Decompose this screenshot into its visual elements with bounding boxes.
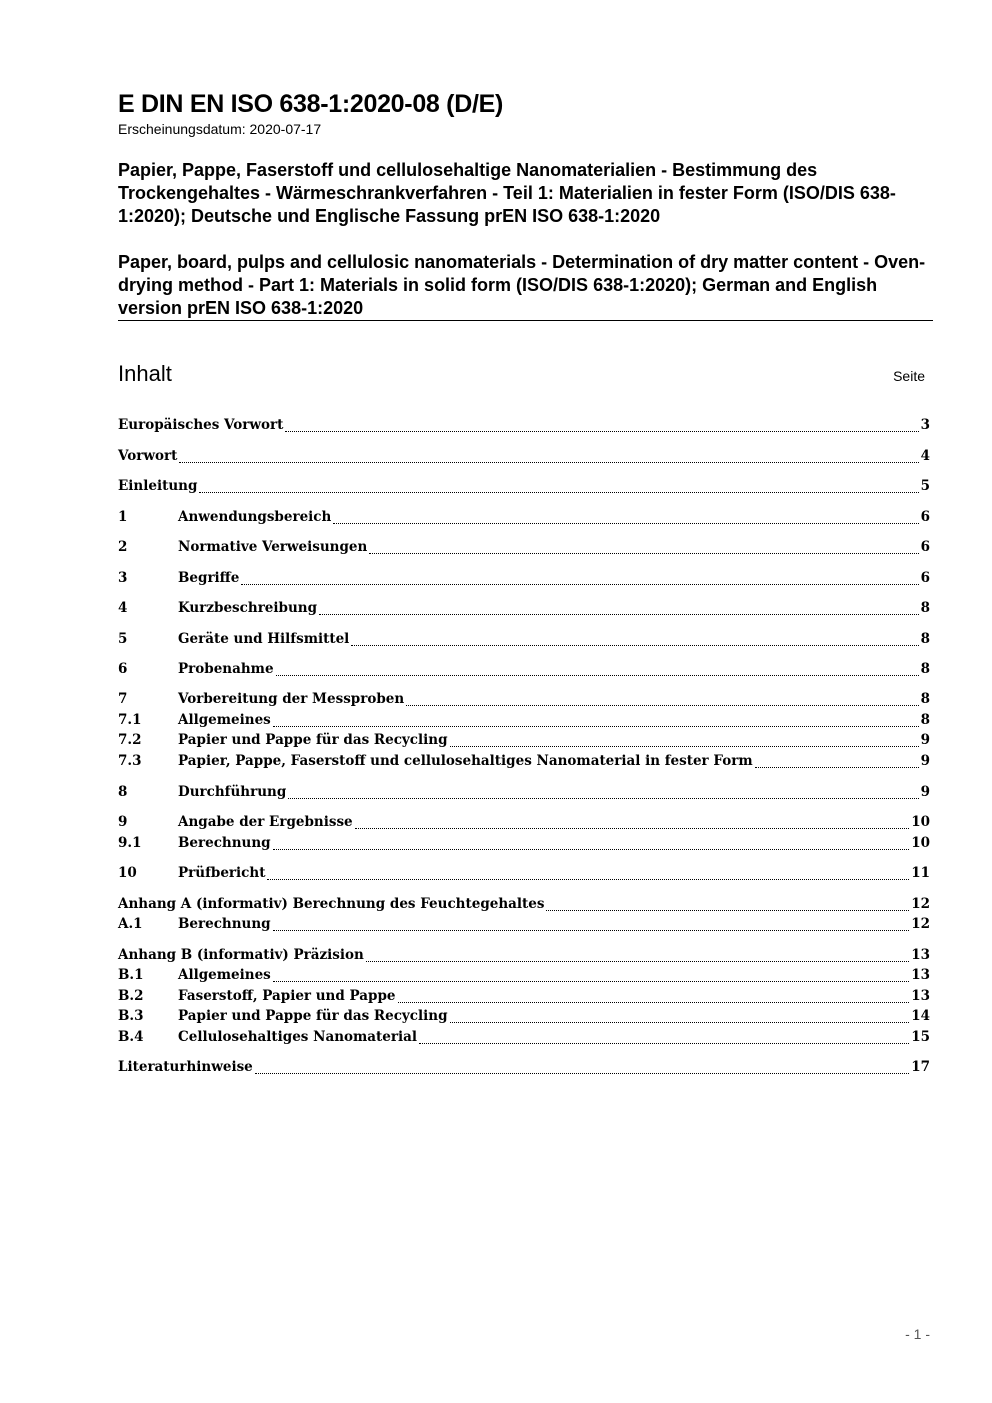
toc-leader-dots (179, 462, 918, 463)
toc-entry[interactable] (118, 865, 930, 885)
toc-entry-title: Anhang A (informativ) Berechnung des Feuchtegehaltes (118, 896, 545, 912)
toc-entry-title: Normative Verweisungen (178, 539, 368, 555)
toc-entry[interactable] (118, 691, 930, 711)
toc-entry-title: Allgemeines (178, 712, 271, 728)
toc-leader-dots (450, 1022, 910, 1023)
toc-entry[interactable] (118, 967, 930, 987)
toc-entry-title: Papier, Pappe, Faserstoff und cellulosehaltiges Nanomaterial in fester Form (178, 753, 753, 769)
toc-entry-number: B.2 (118, 988, 144, 1004)
toc-entry-title: Literaturhinweise (118, 1059, 253, 1075)
toc-leader-dots (273, 726, 919, 727)
toc-entry-number: 7.3 (118, 753, 142, 769)
document-id: E DIN EN ISO 638-1:2020-08 (D/E) (118, 90, 503, 118)
toc-entry-title: Vorbereitung der Messproben (178, 691, 405, 707)
toc-heading: Inhalt (118, 361, 172, 386)
title-german: Papier, Pappe, Faserstoff und cellulosehaltige Nanomaterialien - Bestimmung des Trockengehaltes - Wärmeschrankverfahren - Teil 1: Materialien in fester Form (ISO/DIS 638-1:2020); Deutsche und Englische Fassung prEN ISO 638-1:2020 (118, 160, 896, 226)
toc-entry[interactable] (118, 753, 930, 773)
toc-entry-title: Kurzbeschreibung (178, 600, 318, 616)
toc-entry-page: 8 (920, 600, 930, 616)
toc-entry[interactable] (118, 1029, 930, 1049)
toc-leader-dots (366, 961, 909, 962)
title-divider (118, 320, 933, 321)
toc-leader-dots (546, 910, 909, 911)
toc-entry[interactable] (118, 916, 930, 936)
toc-entry-title: Allgemeines (178, 967, 271, 983)
toc-entry-page: 15 (911, 1029, 930, 1045)
toc-entry[interactable] (118, 732, 930, 752)
toc-entry-number: 4 (118, 600, 128, 616)
toc-entry[interactable] (118, 478, 930, 498)
toc-leader-dots (267, 879, 909, 880)
toc-leader-dots (351, 645, 918, 646)
toc-entry-title: Berechnung (178, 916, 271, 932)
toc-entry[interactable] (118, 835, 930, 855)
toc-entry-page: 4 (920, 448, 930, 464)
toc-leader-dots (273, 981, 909, 982)
toc-entry-page: 13 (911, 947, 930, 963)
toc-entry-page: 6 (920, 509, 930, 525)
toc-entry-title: Berechnung (178, 835, 271, 851)
toc-entry-title: Probenahme (178, 661, 274, 677)
toc-leader-dots (333, 523, 918, 524)
toc-entry-title: Geräte und Hilfsmittel (178, 631, 350, 647)
toc-entry-title: Vorwort (118, 448, 178, 464)
toc-leader-dots (355, 828, 910, 829)
toc-entry-number: B.1 (118, 967, 144, 983)
toc-entry[interactable] (118, 600, 930, 620)
toc-leader-dots (369, 553, 918, 554)
toc-entry-number: 10 (118, 865, 137, 881)
toc-entry-page: 12 (911, 896, 930, 912)
toc-entry-page: 6 (920, 570, 930, 586)
toc-entry-title: Anhang B (informativ) Präzision (118, 947, 364, 963)
toc-page-label: Seite (893, 368, 925, 384)
toc-entry-page: 9 (920, 784, 930, 800)
toc-leader-dots (273, 930, 910, 931)
toc-entry-title: Cellulosehaltiges Nanomaterial (178, 1029, 417, 1045)
toc-entry[interactable] (118, 509, 930, 529)
toc-entry-number: 8 (118, 784, 128, 800)
toc-leader-dots (285, 431, 918, 432)
toc-entry-page: 14 (911, 1008, 930, 1024)
page-number: - 1 - (905, 1326, 930, 1342)
toc-entry[interactable] (118, 896, 930, 916)
toc-entry-title: Begriffe (178, 570, 240, 586)
toc-entry-page: 10 (911, 814, 930, 830)
toc-entry-page: 8 (920, 691, 930, 707)
toc-leader-dots (241, 584, 918, 585)
toc-leader-dots (276, 675, 919, 676)
toc-entry-number: 7.1 (118, 712, 142, 728)
toc-leader-dots (199, 492, 918, 493)
publication-date: Erscheinungsdatum: 2020-07-17 (118, 121, 322, 137)
toc-leader-dots (288, 798, 918, 799)
toc-entry-title: Durchführung (178, 784, 287, 800)
toc-entry-title: Faserstoff, Papier und Pappe (178, 988, 396, 1004)
toc-entry-page: 17 (911, 1059, 930, 1075)
toc-entry-number: B.4 (118, 1029, 144, 1045)
toc-leader-dots (755, 767, 919, 768)
toc-entry[interactable] (118, 712, 930, 732)
toc-leader-dots (419, 1043, 909, 1044)
toc-entry-title: Europäisches Vorwort (118, 417, 284, 433)
toc-entry-page: 10 (911, 835, 930, 851)
toc-leader-dots (406, 705, 918, 706)
title-english: Paper, board, pulps and cellulosic nanomaterials - Determination of dry matter content - Oven-drying method - Part 1: Materials in solid form (ISO/DIS 638-1:2020); German and English version prEN ISO 638-1:2020 (118, 252, 926, 318)
toc-entry-title: Papier und Pappe für das Recycling (178, 1008, 448, 1024)
toc-entry-number: 3 (118, 570, 128, 586)
toc-entry-number: 7.2 (118, 732, 142, 748)
toc-entry[interactable] (118, 814, 930, 834)
toc-entry[interactable] (118, 448, 930, 468)
toc-entry[interactable] (118, 539, 930, 559)
toc-entry-number: A.1 (118, 916, 143, 932)
toc-entry-number: 2 (118, 539, 128, 555)
toc-entry-number: 6 (118, 661, 128, 677)
toc-entry-page: 9 (920, 753, 930, 769)
toc-leader-dots (319, 614, 919, 615)
toc-entry[interactable] (118, 570, 930, 590)
toc-leader-dots (450, 746, 919, 747)
toc-entry-number: 7 (118, 691, 128, 707)
toc-entry-page: 13 (911, 967, 930, 983)
toc-entry-page: 8 (920, 712, 930, 728)
toc-leader-dots (255, 1073, 909, 1074)
toc-entry-number: 9.1 (118, 835, 142, 851)
toc-entry[interactable] (118, 417, 930, 437)
toc-entry-page: 6 (920, 539, 930, 555)
toc-entry-title: Einleitung (118, 478, 198, 494)
toc-entry-title: Anwendungsbereich (178, 509, 332, 525)
toc-entry-page: 8 (920, 631, 930, 647)
toc-entry[interactable] (118, 1059, 930, 1079)
toc-entry-page: 9 (920, 732, 930, 748)
toc-entry-number: 1 (118, 509, 128, 525)
toc-entry-page: 3 (920, 417, 930, 433)
toc-entry-title: Angabe der Ergebnisse (178, 814, 353, 830)
toc-leader-dots (273, 849, 910, 850)
toc-entry-page: 5 (920, 478, 930, 494)
toc-entry-number: B.3 (118, 1008, 144, 1024)
toc-entry[interactable] (118, 784, 930, 804)
toc-entry[interactable] (118, 631, 930, 651)
toc-entry-page: 13 (911, 988, 930, 1004)
toc-entry[interactable] (118, 988, 930, 1008)
toc-entry[interactable] (118, 1008, 930, 1028)
toc-entry-page: 8 (920, 661, 930, 677)
toc-entry-title: Papier und Pappe für das Recycling (178, 732, 448, 748)
toc-entry-number: 9 (118, 814, 128, 830)
toc-entry-page: 12 (911, 916, 930, 932)
toc-entry[interactable] (118, 947, 930, 967)
toc-entry-page: 11 (911, 865, 930, 881)
toc-entry-number: 5 (118, 631, 128, 647)
toc-entry-title: Prüfbericht (178, 865, 266, 881)
toc-entry[interactable] (118, 661, 930, 681)
toc-leader-dots (398, 1002, 910, 1003)
